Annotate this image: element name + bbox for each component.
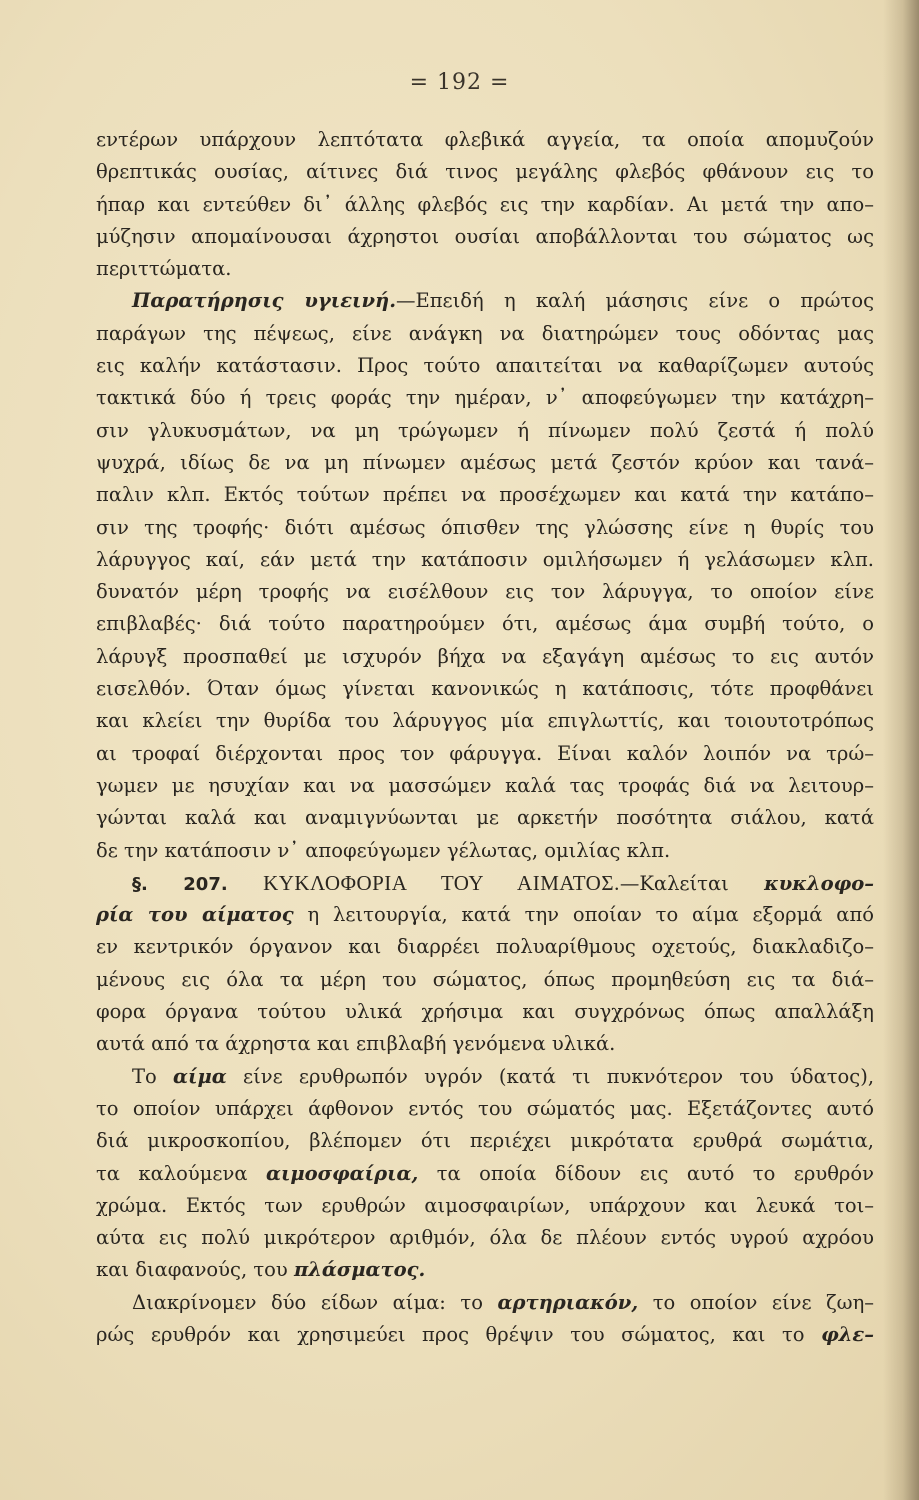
line-text: λάρυγγος καί, εάν μετά την κατάποσιν ομιλήσωμεν ή γελάσωμεν κλπ. [96,547,874,571]
defined-term: αρτηριακόν, [497,1290,639,1314]
defined-term: φλε– [821,1322,874,1346]
section-number: §. 207. [132,873,228,895]
text-line [96,899,874,931]
line-text: ρώς ερυθρόν και χρησιμεύει προς θρέψιν του σώματος, και το [96,1322,805,1346]
text-line [96,1287,874,1319]
subheading-hygiene-note: Παρατήρησις υγιεινή. [132,289,396,313]
defined-term: κυκλοφο– [764,871,874,895]
line-text: αυτά από τα άχρηστα και επιβλαβή γενόμενα υλικά. [96,1032,616,1056]
line-text: μένους εις όλα τα μέρη του σώματος, όπως προμηθεύση εις τα διά– [96,967,874,991]
body-text [96,124,874,1351]
text-line [96,1061,874,1093]
text-line [96,996,874,1028]
text-line [96,705,874,737]
defined-term: ρία του αίματος [96,903,294,927]
text-line [96,641,874,673]
line-text: —Επειδή η καλή μάσησις είνε ο πρώτος [396,289,874,313]
line-text: αι τροφαί διέρχονται προς τον φάρυγγα. Είναι καλόν λοιπόν να τρώ– [96,741,874,765]
line-text: σιν της τροφής· διότι αμέσως όπισθεν της γλώσσης είνε η θυρίς του [96,515,874,539]
text-line [96,512,874,544]
text-line [96,1319,874,1351]
text-line [96,608,874,640]
section-title: ΚΥΚΛΟΦΟΡΙΑ ΤΟΥ ΑΙΜΑΤΟΣ. [263,870,620,895]
line-text: ψυχρά, ιδίως δε να μη πίνωμεν αμέσως μετά ζεστόν κρύον και τανά– [96,450,874,474]
line-text: διά μικροσκοπίου, βλέπομεν ότι περιέχει μικρότατα ερυθρά σωμάτια, [96,1129,874,1153]
text-line [96,253,874,285]
line-text: εισελθόν. Όταν όμως γίνεται κανονικώς η κατάποσις, τότε προφθάνει [96,677,874,701]
line-text: η λειτουργία, κατά την οποίαν το αίμα εξορμά από [307,903,874,927]
text-line [96,350,874,382]
line-text: σιν γλυκυσμάτων, να μη τρώγωμεν ή πίνωμεν πολύ ζεστά ή πολύ [96,418,874,442]
text-line [96,1093,874,1125]
text-line [96,156,874,188]
line-text: λάρυγξ προσπαθεί με ισχυρόν βήχα να εξαγάγη αμέσως το εις αυτόν [96,644,874,668]
defined-term: πλάσματος. [293,1258,426,1282]
line-text: περιττώματα. [96,257,232,281]
line-text: το οποίον είνε ζωη– [652,1290,874,1314]
line-text: φορα όργανα τούτου υλικά χρήσιμα και συγχρόνως όπως απαλλάξη [96,1000,874,1024]
text-line [96,447,874,479]
line-text: και κλείει την θυρίδα του λάρυγγος μία επιγλωττίς, και τοιουτοτρόπως [96,709,874,733]
text-line [96,479,874,511]
text-line [96,1190,874,1222]
line-text: Διακρίνομεν δύο είδων αίμα: το [132,1290,483,1314]
section-heading-line [96,867,874,899]
line-text: το οποίον υπάρχει άφθονον εντός του σώματός μας. Εξετάζοντες αυτό [96,1096,874,1120]
text-line [96,931,874,963]
text-line [96,1222,874,1254]
line-text: και διαφανούς, του [96,1258,288,1282]
text-line [96,1125,874,1157]
text-line [96,285,874,317]
line-text: ήπαρ και εντεύθεν δι᾽ άλλης φλεβός εις την καρδίαν. Αι μετά την απο– [96,192,874,216]
line-text: χρώμα. Εκτός των ερυθρών αιμοσφαιρίων, υπάρχουν και λευκά τοι– [96,1193,874,1217]
line-text: εν κεντρικόν όργανον και διαρρέει πολυαρίθμους οχετούς, διακλαδιζο– [96,935,874,959]
line-text: παλιν κλπ. Εκτός τούτων πρέπει να προσέχωμεν και κατά την κατάπο– [96,483,874,507]
line-text: εις καλήν κατάστασιν. Προς τούτο απαιτείται να καθαρίζωμεν αυτούς [96,354,874,378]
defined-term: αίμα [173,1064,227,1088]
line-text: τακτικά δύο ή τρεις φοράς την ημέραν, ν᾽ αποφεύγωμεν την κατάχρη– [96,386,874,410]
line-text: θρεπτικάς ουσίας, αίτινες διά τινος μεγάλης φλεβός φθάνουν εις το [96,160,874,184]
text-line [96,544,874,576]
text-line [96,1028,874,1060]
text-line [96,415,874,447]
text-line [96,1158,874,1190]
text-line [96,738,874,770]
text-line [96,382,874,414]
text-line [96,576,874,608]
line-text: δε την κατάποσιν ν᾽ αποφεύγωμεν γέλωτας, ομιλίας κλπ. [96,838,671,862]
line-text: γώνται καλά και αναμιγνύωνται με αρκετήν ποσότητα σιάλου, κατά [96,806,874,830]
text-line [96,835,874,867]
text-line [96,802,874,834]
text-line [96,673,874,705]
text-line [96,318,874,350]
text-line [96,124,874,156]
text-line [96,1254,874,1286]
line-text: Το [132,1064,157,1088]
text-line [96,221,874,253]
line-text: τα οποία δίδουν εις αυτό το ερυθρόν [436,1161,874,1185]
line-text: επιβλαβές· διά τούτο παρατηρούμεν ότι, αμέσως άμα συμβή τούτο, ο [96,612,874,636]
text-line [96,189,874,221]
line-text: αύτα εις πολύ μικρότερον αριθμόν, όλα δε πλέουν εντός υγρού αχρόου [96,1226,874,1250]
page-number: = 192 = [409,70,510,95]
binding-edge-shadow [883,0,919,1500]
line-text: τα καλούμενα [96,1161,248,1185]
text-line [96,964,874,996]
defined-term: αιμοσφαίρια, [265,1161,419,1185]
line-text: είνε ερυθρωπόν υγρόν (κατά τι πυκνότερον του ύδατος), [242,1064,874,1088]
line-text: παράγων της πέψεως, είνε ανάγκη να διατηρώμεν τους οδόντας μας [96,321,874,345]
text-line [96,770,874,802]
line-text: μύζησιν απομαίνουσαι άχρηστοι ουσίαι αποβάλλονται του σώματος ως [96,224,874,248]
line-text: —Καλείται [619,871,729,895]
line-text: γωμεν με ησυχίαν και να μασσώμεν καλά τας τροφάς διά να λειτουρ– [96,773,874,797]
line-text: δυνατόν μέρη τροφής να εισέλθουν εις τον λάρυγγα, το οποίον είνε [96,580,874,604]
line-text: εντέρων υπάρχουν λεπτότατα φλεβικά αγγεία, τα οποία απομυζούν [96,128,874,151]
